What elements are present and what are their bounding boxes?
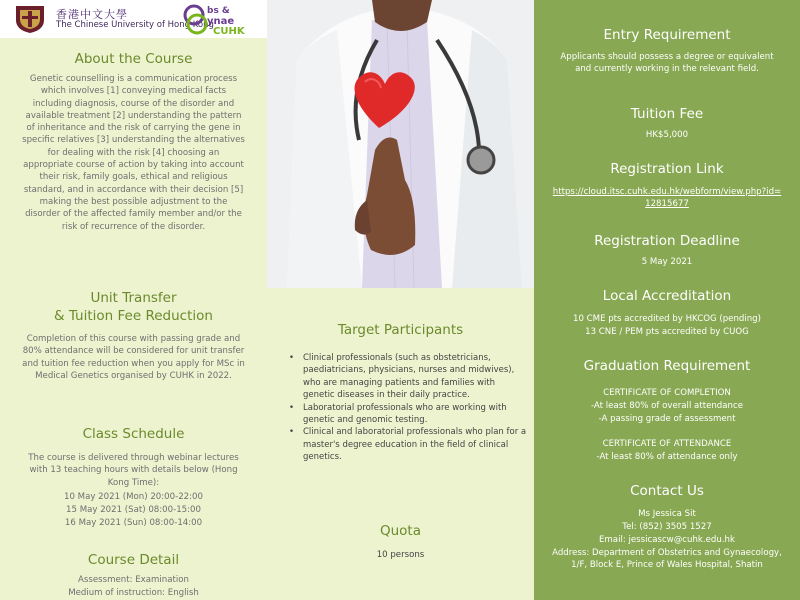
contact-heading: Contact Us — [630, 483, 704, 499]
accreditation-line: 10 CME pts accredited by HKCOG (pending) — [572, 314, 761, 324]
about-heading: About the Course — [74, 51, 193, 67]
about-body: Genetic counselling is a communication process which involves [1] conveying medical facts including diagnosis, course of the disorder and available treatment [2] understanding the pattern of inheritance and the risk of carrying the gene in specific relatives [3] understanding the alternatives for dealing with the risk [4] choosing an appropriate course of action by taking into account their risk, family goals, ethical and religious standard, and in accordance with their decision [5] making the best possible adjustment to the disorder of the affected family member and/or the risk of recurrence of the disorder. — [22, 74, 245, 232]
schedule-intro: The course is delivered through webinar lectures with 13 teaching hours with details below (Hong Kong Time): — [28, 453, 239, 488]
schedule-session: 15 May 2021 (Sat) 08:00-15:00 — [66, 505, 201, 515]
left-column — [0, 0, 267, 600]
schedule-session: 16 May 2021 (Sun) 08:00-14:00 — [64, 518, 203, 528]
registration-link[interactable]: https://cloud.itsc.cuhk.edu.hk/webform/view.php?id=12815677 — [552, 187, 782, 210]
attendance-title: CERTIFICATE OF ATTENDANCE — [602, 439, 732, 449]
quota-heading: Quota — [379, 523, 421, 539]
deadline-value: 5 May 2021 — [641, 257, 693, 267]
contact-email: Email: jessicascw@cuhk.edu.hk — [599, 535, 735, 545]
unit-transfer-heading-line2: & Tuition Fee Reduction — [54, 308, 213, 324]
list-item: • Clinical professionals (such as obstetricians, paediatricians, physicians, nurses and midwives), who are managing patients and families with genetic diseases in their daily practice. — [287, 352, 527, 402]
target-heading: Target Participants — [337, 322, 464, 338]
target-list — [287, 352, 527, 464]
middle-column — [267, 0, 534, 600]
university-crest-icon — [12, 4, 48, 34]
doctor-holding-heart-image — [267, 0, 534, 288]
logo-bar — [0, 0, 267, 38]
list-item: • Laboratorial professionals who are working with genetic and genomic testing. — [287, 402, 527, 427]
course-detail-line: Assessment: Examination — [78, 575, 189, 585]
registration-heading: Registration Link — [610, 161, 724, 177]
contact-address: Address: Department of Obstetrics and Gynaecology, 1/F, Block E, Prince of Wales Hospital, Shatin — [552, 548, 782, 571]
unit-transfer-heading-line1: Unit Transfer — [90, 290, 177, 306]
completion-title: CERTIFICATE OF COMPLETION — [603, 388, 731, 398]
completion-item: -At least 80% of overall attendance — [591, 401, 743, 411]
quota-value: 10 persons — [376, 550, 425, 560]
photo-illustration — [267, 0, 534, 288]
contact-name: Ms Jessica Sit — [638, 509, 696, 519]
entry-body: Applicants should possess a degree or equivalent and currently working in the relevant field. — [560, 52, 774, 75]
completion-item: -A passing grade of assessment — [598, 414, 736, 424]
accreditation-heading: Local Accreditation — [602, 288, 732, 304]
attendance-item: -At least 80% of attendance only — [596, 452, 738, 462]
tuition-value: HK$5,000 — [645, 130, 689, 140]
accreditation-line: 13 CNE / PEM pts accredited by CUOG — [585, 327, 749, 337]
tuition-heading: Tuition Fee — [630, 106, 704, 122]
registration-link-wrapper — [552, 186, 782, 211]
university-name-english: The Chinese University of Hong Kong — [56, 20, 214, 30]
schedule-session: 10 May 2021 (Mon) 20:00-22:00 — [64, 492, 203, 502]
course-detail-heading: Course Detail — [87, 552, 180, 568]
target-panel — [267, 288, 534, 600]
schedule-heading: Class Schedule — [82, 426, 185, 442]
contact-tel: Tel: (852) 3505 1527 — [622, 522, 712, 532]
right-column — [534, 0, 800, 600]
badge-text-bottom: CUHK — [213, 26, 245, 36]
course-detail-line: Medium of instruction: English — [68, 588, 199, 598]
deadline-heading: Registration Deadline — [594, 233, 740, 249]
unit-transfer-body: Completion of this course with passing grade and 80% attendance will be considered for unit transfer and tuition fee reduction when you apply for MSc in Medical Genetics organised by CUHK in 2022. — [22, 334, 245, 381]
list-item: • Clinical and laboratorial professionals who plan for a master's degree education in the field of clinical genetics. — [287, 426, 527, 463]
graduation-heading: Graduation Requirement — [583, 358, 751, 374]
badge-text-top: bs & — [207, 6, 230, 16]
university-name-chinese: 香港中文大學 — [56, 8, 128, 21]
entry-heading: Entry Requirement — [603, 27, 731, 43]
obs-gynae-cuhk-logo — [183, 2, 263, 36]
badge-text-mid: ynae — [207, 16, 235, 27]
